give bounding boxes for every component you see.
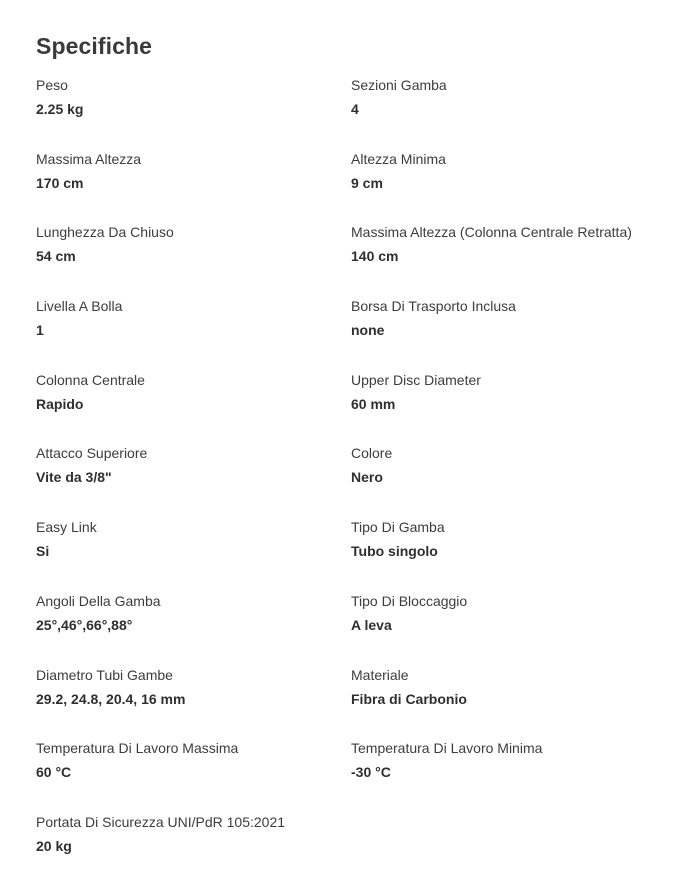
spec-value: Rapido — [36, 395, 84, 412]
spec-value: Tubo singolo — [351, 543, 438, 560]
spec-item-angoli-della-gamba — [36, 590, 351, 664]
spec-item-colore — [351, 442, 676, 516]
spec-value: none — [351, 322, 385, 339]
spec-label: Angoli Della Gamba — [36, 592, 161, 609]
spec-value: 54 cm — [36, 248, 76, 265]
spec-item-peso — [36, 74, 351, 148]
spec-label: Temperatura Di Lavoro Minima — [351, 740, 543, 757]
spec-item-temperatura-minima — [351, 737, 676, 811]
spec-item-massima-altezza — [36, 148, 351, 222]
spec-value: 2.25 kg — [36, 101, 84, 117]
spec-value: Fibra di Carbonio — [351, 690, 467, 707]
spec-item-materiale — [351, 664, 676, 738]
spec-item-tipo-di-bloccaggio — [351, 590, 676, 664]
spec-value: -30 °C — [351, 764, 391, 781]
spec-value: A leva — [351, 616, 392, 633]
spec-item-livella-a-bolla — [36, 295, 351, 369]
spec-item-massima-altezza-retratta — [351, 221, 676, 295]
spec-label: Colonna Centrale — [36, 371, 145, 388]
spec-value: Si — [36, 543, 50, 560]
spec-item-attacco-superiore — [36, 442, 351, 516]
spec-label: Lunghezza Da Chiuso — [36, 224, 174, 241]
spec-label: Tipo Di Gamba — [351, 519, 445, 536]
spec-label: Altezza Minima — [351, 150, 446, 167]
spec-value: 60 °C — [36, 764, 72, 781]
spec-list — [36, 74, 676, 885]
spec-label: Temperatura Di Lavoro Massima — [36, 740, 239, 757]
spec-label: Tipo Di Bloccaggio — [351, 592, 468, 609]
spec-label: Massima Altezza (Colonna Centrale Retratta) — [351, 224, 632, 241]
spec-item-tipo-di-gamba — [351, 516, 676, 590]
spec-label: Sezioni Gamba — [351, 77, 447, 93]
spec-item-sezioni-gamba — [351, 74, 676, 148]
spec-label: Peso — [36, 77, 68, 93]
page-title: Specifiche — [36, 33, 153, 59]
spec-value: 25°,46°,66°,88° — [36, 616, 133, 633]
spec-value: 1 — [36, 322, 44, 339]
spec-label: Massima Altezza — [36, 150, 142, 167]
spec-item-portata-di-sicurezza — [36, 811, 351, 885]
spec-value: Vite da 3/8" — [36, 469, 112, 486]
spec-item-temperatura-massima — [36, 737, 351, 811]
spec-label: Easy Link — [36, 519, 97, 536]
spec-item-diametro-tubi-gambe — [36, 664, 351, 738]
spec-item-colonna-centrale — [36, 369, 351, 443]
spec-value: 29.2, 24.8, 20.4, 16 mm — [36, 690, 186, 707]
spec-label: Upper Disc Diameter — [351, 371, 481, 388]
spec-label: Materiale — [351, 666, 409, 683]
spec-value: 170 cm — [36, 174, 84, 191]
spec-value: Nero — [351, 469, 383, 486]
spec-value: 4 — [351, 101, 359, 117]
spec-item-upper-disc-diameter — [351, 369, 676, 443]
spec-item-altezza-minima — [351, 148, 676, 222]
spec-value: 60 mm — [351, 395, 396, 412]
spec-item-borsa-di-trasporto — [351, 295, 676, 369]
spec-label: Livella A Bolla — [36, 298, 123, 315]
spec-label: Diametro Tubi Gambe — [36, 666, 173, 683]
spec-item-lunghezza-da-chiuso — [36, 221, 351, 295]
spec-label: Attacco Superiore — [36, 445, 148, 462]
spec-item-easy-link — [36, 516, 351, 590]
spec-label: Borsa Di Trasporto Inclusa — [351, 298, 516, 315]
spec-label: Portata Di Sicurezza UNI/PdR 105:2021 — [36, 813, 286, 830]
spec-value: 20 kg — [36, 837, 72, 854]
spec-value: 9 cm — [351, 174, 383, 191]
spec-value: 140 cm — [351, 248, 399, 265]
spec-label: Colore — [351, 445, 393, 462]
